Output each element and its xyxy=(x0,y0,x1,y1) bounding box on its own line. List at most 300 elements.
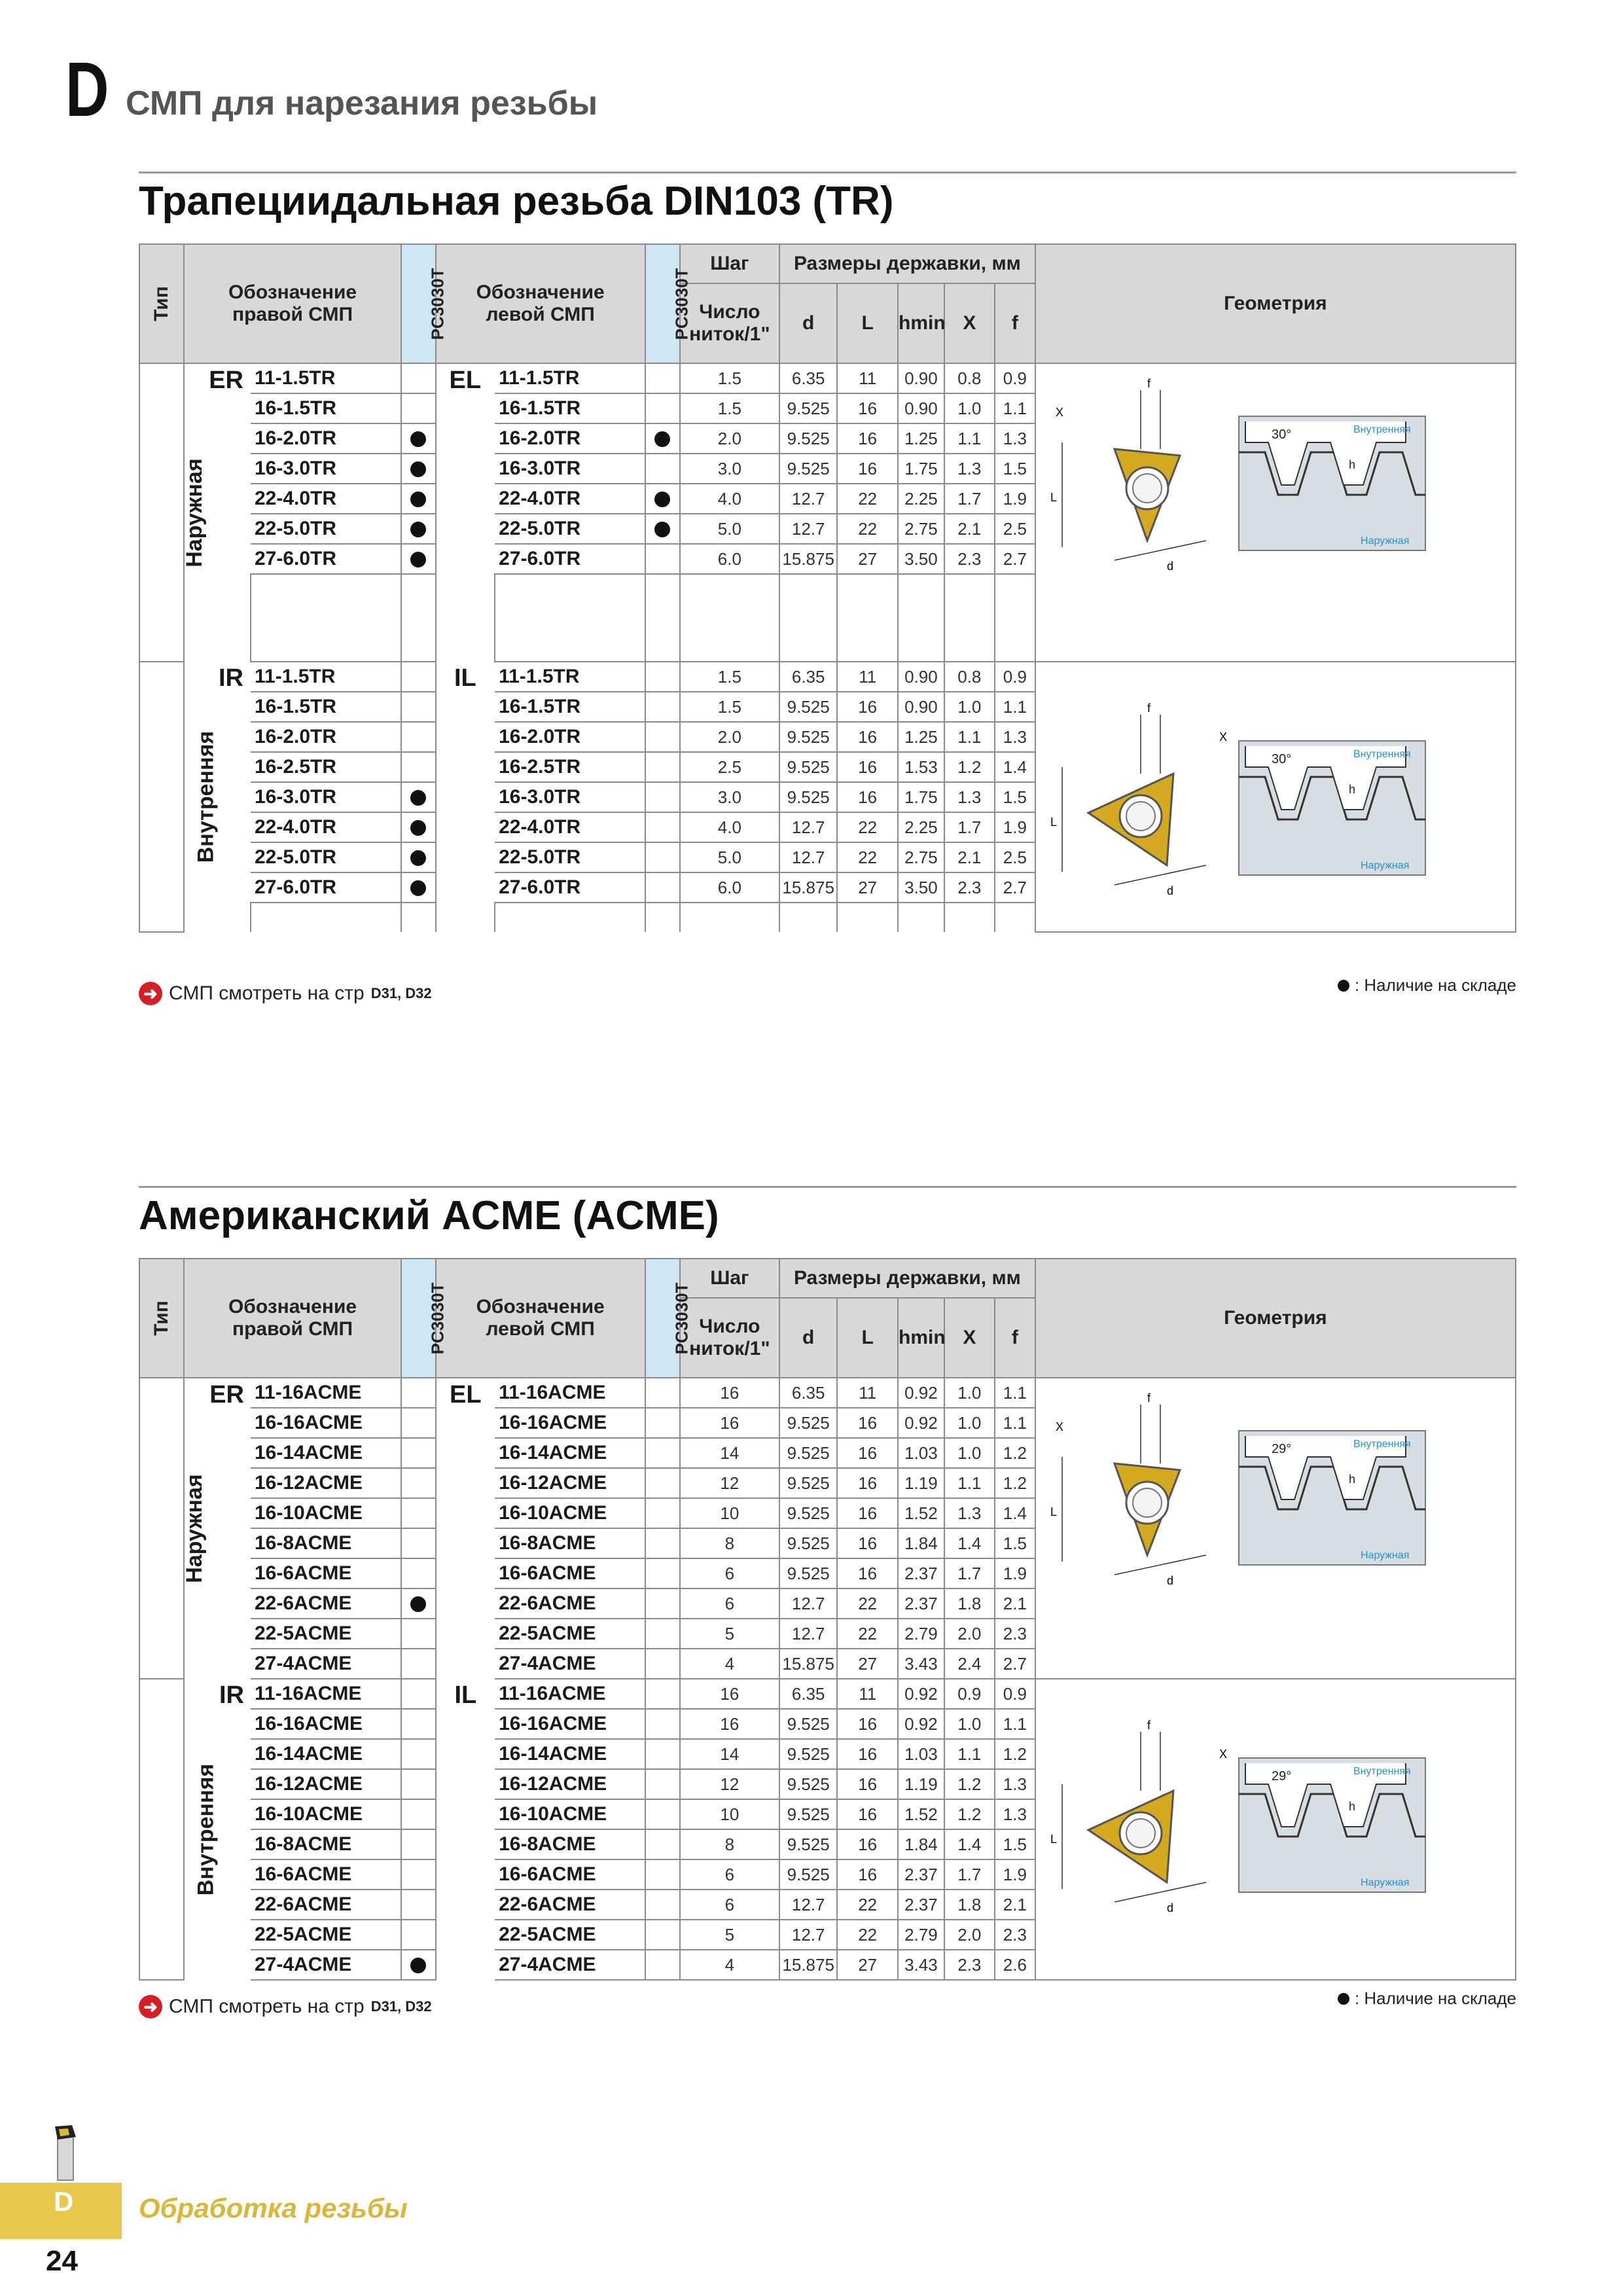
right-insert-code[interactable]: 22-6ACME xyxy=(251,1588,401,1619)
left-insert-code[interactable]: 16-2.0TR xyxy=(495,722,645,752)
stock-dot-icon xyxy=(410,461,426,477)
value-d: 9.525 xyxy=(779,692,837,722)
value-L: 27 xyxy=(837,1649,898,1679)
value-x: 1.1 xyxy=(944,1468,995,1498)
col-header-grade-left xyxy=(645,244,692,363)
value-d: 6.35 xyxy=(779,1679,837,1709)
value-pitch: 4.0 xyxy=(680,484,779,514)
blank-cell xyxy=(495,632,645,662)
left-insert-code[interactable]: 22-5ACME xyxy=(495,1920,645,1950)
insert-shape xyxy=(1115,449,1180,541)
left-insert-code[interactable]: 27-6.0TR xyxy=(495,872,645,903)
thread-angle-label: 30° xyxy=(1271,427,1292,442)
stock-dot-icon xyxy=(1338,980,1349,992)
stock-dot-icon xyxy=(410,552,426,567)
value-d: 12.7 xyxy=(779,514,837,544)
value-pitch: 6 xyxy=(680,1859,779,1890)
grade-label: PC3030T xyxy=(427,268,448,340)
right-stock-cell xyxy=(401,1890,436,1920)
value-L: 16 xyxy=(837,1739,898,1769)
col-header-geometry: Геометрия xyxy=(1035,1259,1516,1378)
left-stock-cell xyxy=(645,1498,680,1528)
value-hmin: 0.92 xyxy=(898,1679,944,1709)
depth-h-label: h xyxy=(1348,783,1355,796)
left-insert-code[interactable]: 22-6ACME xyxy=(495,1588,645,1619)
value-d: 9.525 xyxy=(779,722,837,752)
value-L: 11 xyxy=(837,363,898,393)
left-stock-cell xyxy=(645,514,680,544)
svg-text:d: d xyxy=(1166,1574,1173,1587)
col-header-left-insert: Обозначение левой СМП xyxy=(436,244,645,363)
value-f: 2.6 xyxy=(995,1950,1035,1980)
value-f: 1.3 xyxy=(995,1769,1035,1799)
left-insert-code[interactable]: 16-16ACME xyxy=(495,1709,645,1739)
blank-cell xyxy=(944,632,995,662)
stock-dot-icon xyxy=(410,790,426,806)
right-insert-code[interactable]: 22-5ACME xyxy=(251,1619,401,1649)
blank-cell xyxy=(995,632,1035,662)
blank-cell xyxy=(401,574,436,603)
value-L: 16 xyxy=(837,752,898,782)
value-pitch: 16 xyxy=(680,1378,779,1408)
right-insert-code[interactable]: 16-6ACME xyxy=(251,1558,401,1588)
value-f: 2.1 xyxy=(995,1890,1035,1920)
value-f: 1.1 xyxy=(995,1408,1035,1438)
right-insert-code[interactable]: 11-16ACME xyxy=(251,1378,401,1408)
left-stock-cell xyxy=(645,423,680,454)
right-insert-code[interactable]: 16-3.0TR xyxy=(251,454,401,484)
value-d: 9.525 xyxy=(779,1468,837,1498)
value-x: 2.3 xyxy=(944,544,995,574)
right-stock-cell xyxy=(401,842,436,872)
value-x: 0.8 xyxy=(944,662,995,692)
type-label: Внутренняя xyxy=(193,1763,219,1895)
left-stock-cell xyxy=(645,1859,680,1890)
right-insert-code[interactable]: 16-10ACME xyxy=(251,1498,401,1528)
see-page-refs[interactable]: D31, D32 xyxy=(370,1998,432,2015)
right-insert-code[interactable]: 27-4ACME xyxy=(251,1950,401,1980)
right-stock-cell xyxy=(401,782,436,812)
left-insert-code[interactable]: 16-14ACME xyxy=(495,1438,645,1468)
svg-text:X: X xyxy=(1055,406,1063,419)
right-insert-code[interactable]: 16-16ACME xyxy=(251,1408,401,1438)
stock-dot-icon xyxy=(410,850,426,866)
value-pitch: 6 xyxy=(680,1558,779,1588)
col-header-hmin: hmin xyxy=(898,283,944,363)
right-insert-code[interactable]: 11-1.5TR xyxy=(251,662,401,692)
value-pitch: 6.0 xyxy=(680,872,779,903)
left-stock-cell xyxy=(645,393,680,423)
right-insert-code[interactable]: 22-5.0TR xyxy=(251,842,401,872)
left-insert-code[interactable]: 11-1.5TR xyxy=(495,662,645,692)
left-stock-cell xyxy=(645,544,680,574)
col-header-pitch: Шаг xyxy=(680,244,779,283)
right-stock-cell xyxy=(401,1739,436,1769)
stock-dot-icon xyxy=(654,492,670,507)
value-hmin: 0.90 xyxy=(898,692,944,722)
value-f: 2.5 xyxy=(995,842,1035,872)
value-f: 1.5 xyxy=(995,1829,1035,1859)
right-insert-code[interactable]: 16-2.0TR xyxy=(251,423,401,454)
blank-cell xyxy=(645,632,680,662)
blank-cell xyxy=(944,574,995,603)
value-hmin: 3.43 xyxy=(898,1950,944,1980)
depth-h-label: h xyxy=(1348,1473,1355,1486)
value-x: 1.3 xyxy=(944,1498,995,1528)
value-pitch: 14 xyxy=(680,1739,779,1769)
value-d: 9.525 xyxy=(779,782,837,812)
value-L: 22 xyxy=(837,1920,898,1950)
left-stock-cell xyxy=(645,1709,680,1739)
left-stock-cell xyxy=(645,1890,680,1920)
value-d: 6.35 xyxy=(779,1378,837,1408)
value-hmin: 3.50 xyxy=(898,872,944,903)
left-insert-code[interactable]: 16-3.0TR xyxy=(495,782,645,812)
left-insert-code[interactable]: 16-6ACME xyxy=(495,1859,645,1890)
value-x: 2.0 xyxy=(944,1920,995,1950)
value-x: 1.1 xyxy=(944,1739,995,1769)
left-insert-code[interactable]: 22-4.0TR xyxy=(495,812,645,842)
value-pitch: 1.5 xyxy=(680,363,779,393)
left-insert-code[interactable]: 27-4ACME xyxy=(495,1649,645,1679)
value-pitch: 8 xyxy=(680,1528,779,1558)
value-f: 1.3 xyxy=(995,423,1035,454)
value-x: 2.3 xyxy=(944,1950,995,1980)
left-stock-cell xyxy=(645,1679,680,1709)
value-pitch: 5 xyxy=(680,1920,779,1950)
value-f: 1.2 xyxy=(995,1468,1035,1498)
left-insert-code[interactable]: 11-16ACME xyxy=(495,1378,645,1408)
value-f: 0.9 xyxy=(995,1679,1035,1709)
value-L: 16 xyxy=(837,722,898,752)
col-header-type xyxy=(139,244,184,363)
left-insert-code[interactable]: 11-1.5TR xyxy=(495,363,645,393)
section-rule xyxy=(139,1186,1516,1188)
value-pitch: 12 xyxy=(680,1769,779,1799)
value-hmin: 1.84 xyxy=(898,1528,944,1558)
value-hmin: 1.03 xyxy=(898,1438,944,1468)
value-pitch: 5.0 xyxy=(680,842,779,872)
right-insert-code[interactable]: 11-1.5TR xyxy=(251,363,401,393)
right-insert-code[interactable]: 16-3.0TR xyxy=(251,782,401,812)
left-insert-code[interactable]: 27-6.0TR xyxy=(495,544,645,574)
value-L: 22 xyxy=(837,1619,898,1649)
left-insert-code[interactable]: 16-10ACME xyxy=(495,1498,645,1528)
left-insert-code[interactable]: 16-16ACME xyxy=(495,1408,645,1438)
stock-dot-icon xyxy=(410,820,426,836)
blank-cell xyxy=(837,603,898,632)
value-d: 12.7 xyxy=(779,1588,837,1619)
value-hmin: 2.37 xyxy=(898,1859,944,1890)
value-pitch: 16 xyxy=(680,1709,779,1739)
value-L: 16 xyxy=(837,692,898,722)
col-header-x: X xyxy=(944,283,995,363)
value-x: 1.2 xyxy=(944,752,995,782)
thread-profile xyxy=(1239,741,1425,875)
right-insert-code[interactable]: 22-4.0TR xyxy=(251,812,401,842)
blank-cell xyxy=(495,903,645,932)
value-f: 1.1 xyxy=(995,692,1035,722)
value-L: 16 xyxy=(837,1408,898,1438)
value-d: 12.7 xyxy=(779,1890,837,1920)
right-insert-code[interactable]: 22-6ACME xyxy=(251,1890,401,1920)
value-f: 2.7 xyxy=(995,872,1035,903)
right-stock-cell xyxy=(401,722,436,752)
blank-cell xyxy=(898,603,944,632)
right-stock-cell xyxy=(401,1649,436,1679)
col-header-f: f xyxy=(995,283,1035,363)
table-row xyxy=(139,363,1516,393)
right-insert-code[interactable]: 27-4ACME xyxy=(251,1649,401,1679)
left-stock-cell xyxy=(645,1558,680,1588)
left-stock-cell xyxy=(645,1588,680,1619)
value-x: 1.1 xyxy=(944,423,995,454)
see-page-refs[interactable]: D31, D32 xyxy=(370,985,432,1001)
value-hmin: 0.92 xyxy=(898,1378,944,1408)
value-x: 1.1 xyxy=(944,722,995,752)
left-insert-code[interactable]: 16-12ACME xyxy=(495,1769,645,1799)
arrow-icon: ➜ xyxy=(139,1995,162,2018)
left-prefix: EL xyxy=(436,363,495,662)
value-x: 1.4 xyxy=(944,1829,995,1859)
right-stock-cell xyxy=(401,1859,436,1890)
right-insert-code[interactable]: 27-6.0TR xyxy=(251,872,401,903)
value-x: 2.1 xyxy=(944,842,995,872)
left-insert-code[interactable]: 27-4ACME xyxy=(495,1950,645,1980)
left-stock-cell xyxy=(645,454,680,484)
value-hmin: 2.25 xyxy=(898,484,944,514)
value-f: 2.3 xyxy=(995,1920,1035,1950)
left-insert-code[interactable]: 16-1.5TR xyxy=(495,692,645,722)
svg-text:f: f xyxy=(1147,1719,1150,1732)
value-f: 1.1 xyxy=(995,1378,1035,1408)
thread-angle-label: 30° xyxy=(1271,752,1292,766)
table-row xyxy=(139,1378,1516,1408)
value-x: 2.3 xyxy=(944,872,995,903)
left-insert-code[interactable]: 16-6ACME xyxy=(495,1558,645,1588)
blank-cell xyxy=(251,574,401,603)
svg-text:d: d xyxy=(1166,884,1173,897)
right-insert-code[interactable]: 16-16ACME xyxy=(251,1709,401,1739)
left-insert-code[interactable]: 22-4.0TR xyxy=(495,484,645,514)
right-insert-code[interactable]: 22-5.0TR xyxy=(251,514,401,544)
right-insert-code[interactable]: 16-14ACME xyxy=(251,1438,401,1468)
value-d: 12.7 xyxy=(779,812,837,842)
stock-dot-icon xyxy=(410,880,426,896)
stock-dot-icon xyxy=(654,431,670,447)
right-prefix: IR xyxy=(184,1679,251,1980)
svg-text:L: L xyxy=(1050,1505,1057,1518)
svg-text:f: f xyxy=(1147,702,1150,715)
left-insert-code[interactable]: 16-8ACME xyxy=(495,1528,645,1558)
left-stock-cell xyxy=(645,1769,680,1799)
grade-label: PC3030T xyxy=(671,268,692,340)
value-L: 22 xyxy=(837,1890,898,1920)
left-insert-code[interactable]: 16-10ACME xyxy=(495,1799,645,1829)
right-insert-code[interactable]: 16-1.5TR xyxy=(251,692,401,722)
section-title: Американский ACME (ACME) xyxy=(139,1193,719,1238)
right-insert-code[interactable]: 22-4.0TR xyxy=(251,484,401,514)
svg-text:L: L xyxy=(1050,1833,1057,1846)
value-x: 1.3 xyxy=(944,454,995,484)
stock-note xyxy=(1338,1988,1516,2009)
value-hmin: 2.37 xyxy=(898,1558,944,1588)
type-label: Наружная xyxy=(181,1473,207,1583)
right-stock-cell xyxy=(401,1558,436,1588)
right-insert-code[interactable]: 16-1.5TR xyxy=(251,393,401,423)
value-hmin: 1.25 xyxy=(898,423,944,454)
spec-table xyxy=(139,243,1516,933)
right-insert-code[interactable]: 27-6.0TR xyxy=(251,544,401,574)
value-x: 0.9 xyxy=(944,1679,995,1709)
left-stock-cell xyxy=(645,1528,680,1558)
value-hmin: 0.90 xyxy=(898,363,944,393)
value-pitch: 16 xyxy=(680,1408,779,1438)
blank-cell xyxy=(779,632,837,662)
right-insert-code[interactable]: 16-8ACME xyxy=(251,1528,401,1558)
value-d: 12.7 xyxy=(779,484,837,514)
spec-table xyxy=(139,1258,1516,1981)
left-stock-cell xyxy=(645,1468,680,1498)
value-hmin: 2.75 xyxy=(898,842,944,872)
depth-h-label: h xyxy=(1348,458,1355,471)
value-pitch: 4 xyxy=(680,1950,779,1980)
right-insert-code[interactable]: 16-8ACME xyxy=(251,1829,401,1859)
stock-dot-icon xyxy=(410,522,426,537)
right-insert-code[interactable]: 16-12ACME xyxy=(251,1769,401,1799)
value-hmin: 2.37 xyxy=(898,1588,944,1619)
value-hmin: 2.25 xyxy=(898,812,944,842)
svg-text:X: X xyxy=(1055,1420,1063,1433)
value-pitch: 6 xyxy=(680,1890,779,1920)
col-header-tpi: Число ниток/1" xyxy=(680,283,779,363)
stock-dot-icon xyxy=(1338,1993,1349,2005)
internal-geometry-diagram xyxy=(1043,702,1429,898)
internal-geometry-diagram xyxy=(1043,1719,1429,1915)
value-d: 15.875 xyxy=(779,544,837,574)
blank-cell xyxy=(251,603,401,632)
value-d: 15.875 xyxy=(779,1950,837,1980)
blank-cell xyxy=(680,574,779,603)
right-insert-code[interactable]: 16-2.5TR xyxy=(251,752,401,782)
left-stock-cell xyxy=(645,1619,680,1649)
thread-angle-label: 29° xyxy=(1271,1442,1292,1456)
left-stock-cell xyxy=(645,662,680,692)
value-f: 2.7 xyxy=(995,1649,1035,1679)
blank-cell xyxy=(779,574,837,603)
value-hmin: 3.50 xyxy=(898,544,944,574)
stock-note-label: : Наличие на складе xyxy=(1354,1988,1516,2008)
svg-text:f: f xyxy=(1147,1391,1150,1405)
value-x: 1.0 xyxy=(944,393,995,423)
value-d: 12.7 xyxy=(779,842,837,872)
value-d: 9.525 xyxy=(779,1528,837,1558)
type-header-label: Тип xyxy=(151,1300,173,1336)
left-insert-code[interactable]: 16-2.5TR xyxy=(495,752,645,782)
value-pitch: 12 xyxy=(680,1468,779,1498)
external-geometry-diagram xyxy=(1043,377,1429,573)
svg-text:X: X xyxy=(1219,730,1227,744)
left-stock-cell xyxy=(645,1950,680,1980)
right-stock-cell xyxy=(401,1498,436,1528)
left-insert-code[interactable]: 22-5ACME xyxy=(495,1619,645,1649)
left-insert-code[interactable]: 16-3.0TR xyxy=(495,454,645,484)
col-header-geometry: Геометрия xyxy=(1035,244,1516,363)
left-stock-cell xyxy=(645,842,680,872)
value-pitch: 2.5 xyxy=(680,752,779,782)
right-stock-cell xyxy=(401,752,436,782)
right-insert-code[interactable]: 16-2.0TR xyxy=(251,722,401,752)
col-header-holder-dims: Размеры державки, мм xyxy=(779,1259,1035,1298)
see-page-label: СМП смотреть на стр xyxy=(169,1996,365,2017)
value-L: 16 xyxy=(837,1859,898,1890)
value-pitch: 3.0 xyxy=(680,454,779,484)
col-header-l: L xyxy=(837,283,898,363)
left-insert-code[interactable]: 16-12ACME xyxy=(495,1468,645,1498)
left-stock-cell xyxy=(645,1649,680,1679)
left-insert-code[interactable]: 16-2.0TR xyxy=(495,423,645,454)
blank-cell xyxy=(401,603,436,632)
value-L: 27 xyxy=(837,872,898,903)
svg-text:X: X xyxy=(1219,1748,1227,1761)
right-insert-code[interactable]: 22-5ACME xyxy=(251,1920,401,1950)
left-insert-code[interactable]: 22-5.0TR xyxy=(495,514,645,544)
value-d: 6.35 xyxy=(779,363,837,393)
stock-dot-icon xyxy=(410,492,426,507)
svg-text:d: d xyxy=(1166,1901,1173,1914)
col-header-grade-left xyxy=(645,1259,692,1378)
left-insert-code[interactable]: 22-6ACME xyxy=(495,1890,645,1920)
left-insert-code[interactable]: 16-14ACME xyxy=(495,1739,645,1769)
right-insert-code[interactable]: 11-16ACME xyxy=(251,1679,401,1709)
left-insert-code[interactable]: 22-5.0TR xyxy=(495,842,645,872)
insert-shape xyxy=(1115,1463,1180,1555)
tool-holder-icon xyxy=(46,2124,85,2181)
value-L: 27 xyxy=(837,1950,898,1980)
value-x: 1.4 xyxy=(944,1528,995,1558)
right-stock-cell xyxy=(401,484,436,514)
external-label: Наружная xyxy=(1360,535,1410,547)
svg-text:L: L xyxy=(1050,816,1057,829)
right-insert-code[interactable]: 16-6ACME xyxy=(251,1859,401,1890)
right-insert-code[interactable]: 16-10ACME xyxy=(251,1799,401,1829)
thread-profile xyxy=(1239,1758,1425,1892)
value-L: 11 xyxy=(837,1679,898,1709)
left-insert-code[interactable]: 11-16ACME xyxy=(495,1679,645,1709)
value-f: 2.3 xyxy=(995,1619,1035,1649)
blank-cell xyxy=(495,574,645,603)
value-d: 9.525 xyxy=(779,1769,837,1799)
value-f: 1.3 xyxy=(995,1799,1035,1829)
type-header-label: Тип xyxy=(151,286,173,321)
blank-cell xyxy=(944,603,995,632)
value-x: 1.2 xyxy=(944,1769,995,1799)
value-L: 27 xyxy=(837,544,898,574)
external-label: Наружная xyxy=(1360,860,1410,871)
left-insert-code[interactable]: 16-8ACME xyxy=(495,1829,645,1859)
value-f: 1.1 xyxy=(995,393,1035,423)
blank-cell xyxy=(680,603,779,632)
value-d: 12.7 xyxy=(779,1920,837,1950)
left-insert-code[interactable]: 16-1.5TR xyxy=(495,393,645,423)
arrow-icon: ➜ xyxy=(139,982,162,1005)
right-insert-code[interactable]: 16-14ACME xyxy=(251,1739,401,1769)
value-hmin: 1.84 xyxy=(898,1829,944,1859)
right-insert-code[interactable]: 16-12ACME xyxy=(251,1468,401,1498)
value-hmin: 1.75 xyxy=(898,782,944,812)
left-stock-cell xyxy=(645,812,680,842)
right-stock-cell xyxy=(401,1950,436,1980)
